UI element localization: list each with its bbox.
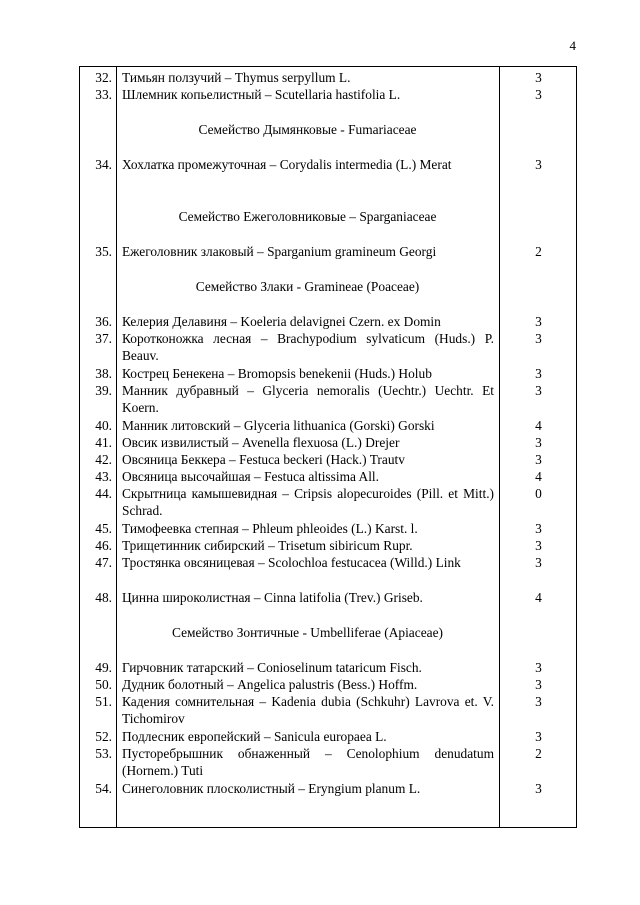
column-divider-number — [116, 67, 117, 827]
rarity-category: 3 — [535, 729, 542, 744]
rarity-category: 4 — [535, 590, 542, 605]
species-name: Кадения сомнительная – Kadenia dubia (Schkuhr) Lavrova et. V. Tichomirov — [122, 694, 494, 726]
species-name: Шлемник копьелистный – Scutellaria hastifolia L. — [122, 87, 401, 102]
row-number: 36. — [95, 314, 112, 329]
species-name: Скрытница камышевидная – Cripsis alopecuroides (Pill. et Mitt.) Schrad. — [122, 486, 494, 518]
species-name: Коротконожка лесная – Brachypodium sylvaticum (Huds.) P. Beauv. — [122, 331, 494, 363]
row-number: 37. — [95, 331, 112, 346]
rarity-category: 3 — [535, 157, 542, 172]
row-number: 48. — [95, 590, 112, 605]
species-name: Тростянка овсяницевая – Scolochloa festucacea (Willd.) Link — [122, 555, 461, 570]
row-number: 35. — [95, 244, 112, 259]
rarity-category: 3 — [535, 538, 542, 553]
row-number: 53. — [95, 746, 112, 761]
rarity-category: 3 — [535, 435, 542, 450]
rarity-category: 2 — [535, 244, 542, 259]
species-name: Манник дубравный – Glyceria nemoralis (Uechtr.) Uechtr. Et Koern. — [122, 383, 494, 415]
row-number: 51. — [95, 694, 112, 709]
rarity-category: 0 — [535, 486, 542, 501]
species-name: Ежеголовник злаковый – Sparganium gramineum Georgi — [122, 244, 437, 259]
page-number: 4 — [569, 38, 576, 53]
family-heading: Семейство Ежеголовниковые – Sparganiaceae — [178, 209, 437, 224]
species-name: Трищетинник сибирский – Trisetum sibiricum Rupr. — [122, 538, 413, 553]
row-number: 32. — [95, 70, 112, 85]
rarity-category: 3 — [535, 781, 542, 796]
row-number: 52. — [95, 729, 112, 744]
row-number: 42. — [95, 452, 112, 467]
species-name: Гирчовник татарский – Conioselinum tataricum Fisch. — [122, 660, 422, 675]
family-heading: Семейство Дымянковые - Fumariaceae — [198, 122, 417, 137]
rarity-category: 4 — [535, 469, 542, 484]
rarity-category: 3 — [535, 87, 542, 102]
row-number: 33. — [95, 87, 112, 102]
rarity-category: 3 — [535, 383, 542, 398]
species-name: Кострец Бенекена – Bromopsis benekenii (Huds.) Holub — [122, 366, 432, 381]
row-number: 41. — [95, 435, 112, 450]
row-number: 44. — [95, 486, 112, 501]
species-name: Овсик извилистый – Avenella flexuosa (L.) Drejer — [122, 435, 400, 450]
species-name: Цинна широколистная – Cinna latifolia (Trev.) Griseb. — [122, 590, 423, 605]
family-heading: Семейство Злаки - Gramineae (Poaceae) — [195, 279, 420, 294]
row-number: 40. — [95, 418, 112, 433]
row-number: 47. — [95, 555, 112, 570]
row-number: 46. — [95, 538, 112, 553]
rarity-category: 3 — [535, 521, 542, 536]
species-name: Келерия Делавиня – Koeleria delavignei Czern. ex Domin — [122, 314, 441, 329]
species-table — [79, 66, 577, 828]
rarity-category: 3 — [535, 452, 542, 467]
species-name: Тимьян ползучий – Thymus serpyllum L. — [122, 70, 351, 85]
species-name: Дудник болотный – Angelica palustris (Bess.) Hoffm. — [122, 677, 418, 692]
species-name: Подлесник европейский – Sanicula europaea L. — [122, 729, 387, 744]
family-heading: Семейство Зонтичные - Umbelliferae (Apiaceae) — [172, 625, 443, 640]
rarity-category: 3 — [535, 331, 542, 346]
row-number: 34. — [95, 157, 112, 172]
row-number: 39. — [95, 383, 112, 398]
row-number: 54. — [95, 781, 112, 796]
species-name: Пусторебрышник обнаженный – Cenolophium denudatum (Hornem.) Tuti — [122, 746, 494, 778]
species-name: Овсяница высочайшая – Festuca altissima All. — [122, 469, 379, 484]
rarity-category: 3 — [535, 314, 542, 329]
row-number: 50. — [95, 677, 112, 692]
row-number: 49. — [95, 660, 112, 675]
species-name: Синеголовник плосколистный – Eryngium planum L. — [122, 781, 421, 796]
rarity-category: 2 — [535, 746, 542, 761]
rarity-category: 3 — [535, 677, 542, 692]
species-name: Овсяница Беккера – Festuca beckeri (Hack.) Trautv — [122, 452, 405, 467]
rarity-category: 3 — [535, 694, 542, 709]
row-number: 45. — [95, 521, 112, 536]
species-name: Хохлатка промежуточная – Corydalis intermedia (L.) Merat — [122, 157, 452, 172]
rarity-category: 3 — [535, 366, 542, 381]
rarity-category: 3 — [535, 660, 542, 675]
species-name: Манник литовский – Glyceria lithuanica (Gorski) Gorski — [122, 418, 435, 433]
rarity-category: 3 — [535, 555, 542, 570]
rarity-category: 4 — [535, 418, 542, 433]
species-name: Тимофеевка степная – Phleum phleoides (L.) Karst. l. — [122, 521, 418, 536]
rarity-category: 3 — [535, 70, 542, 85]
row-number: 38. — [95, 366, 112, 381]
row-number: 43. — [95, 469, 112, 484]
